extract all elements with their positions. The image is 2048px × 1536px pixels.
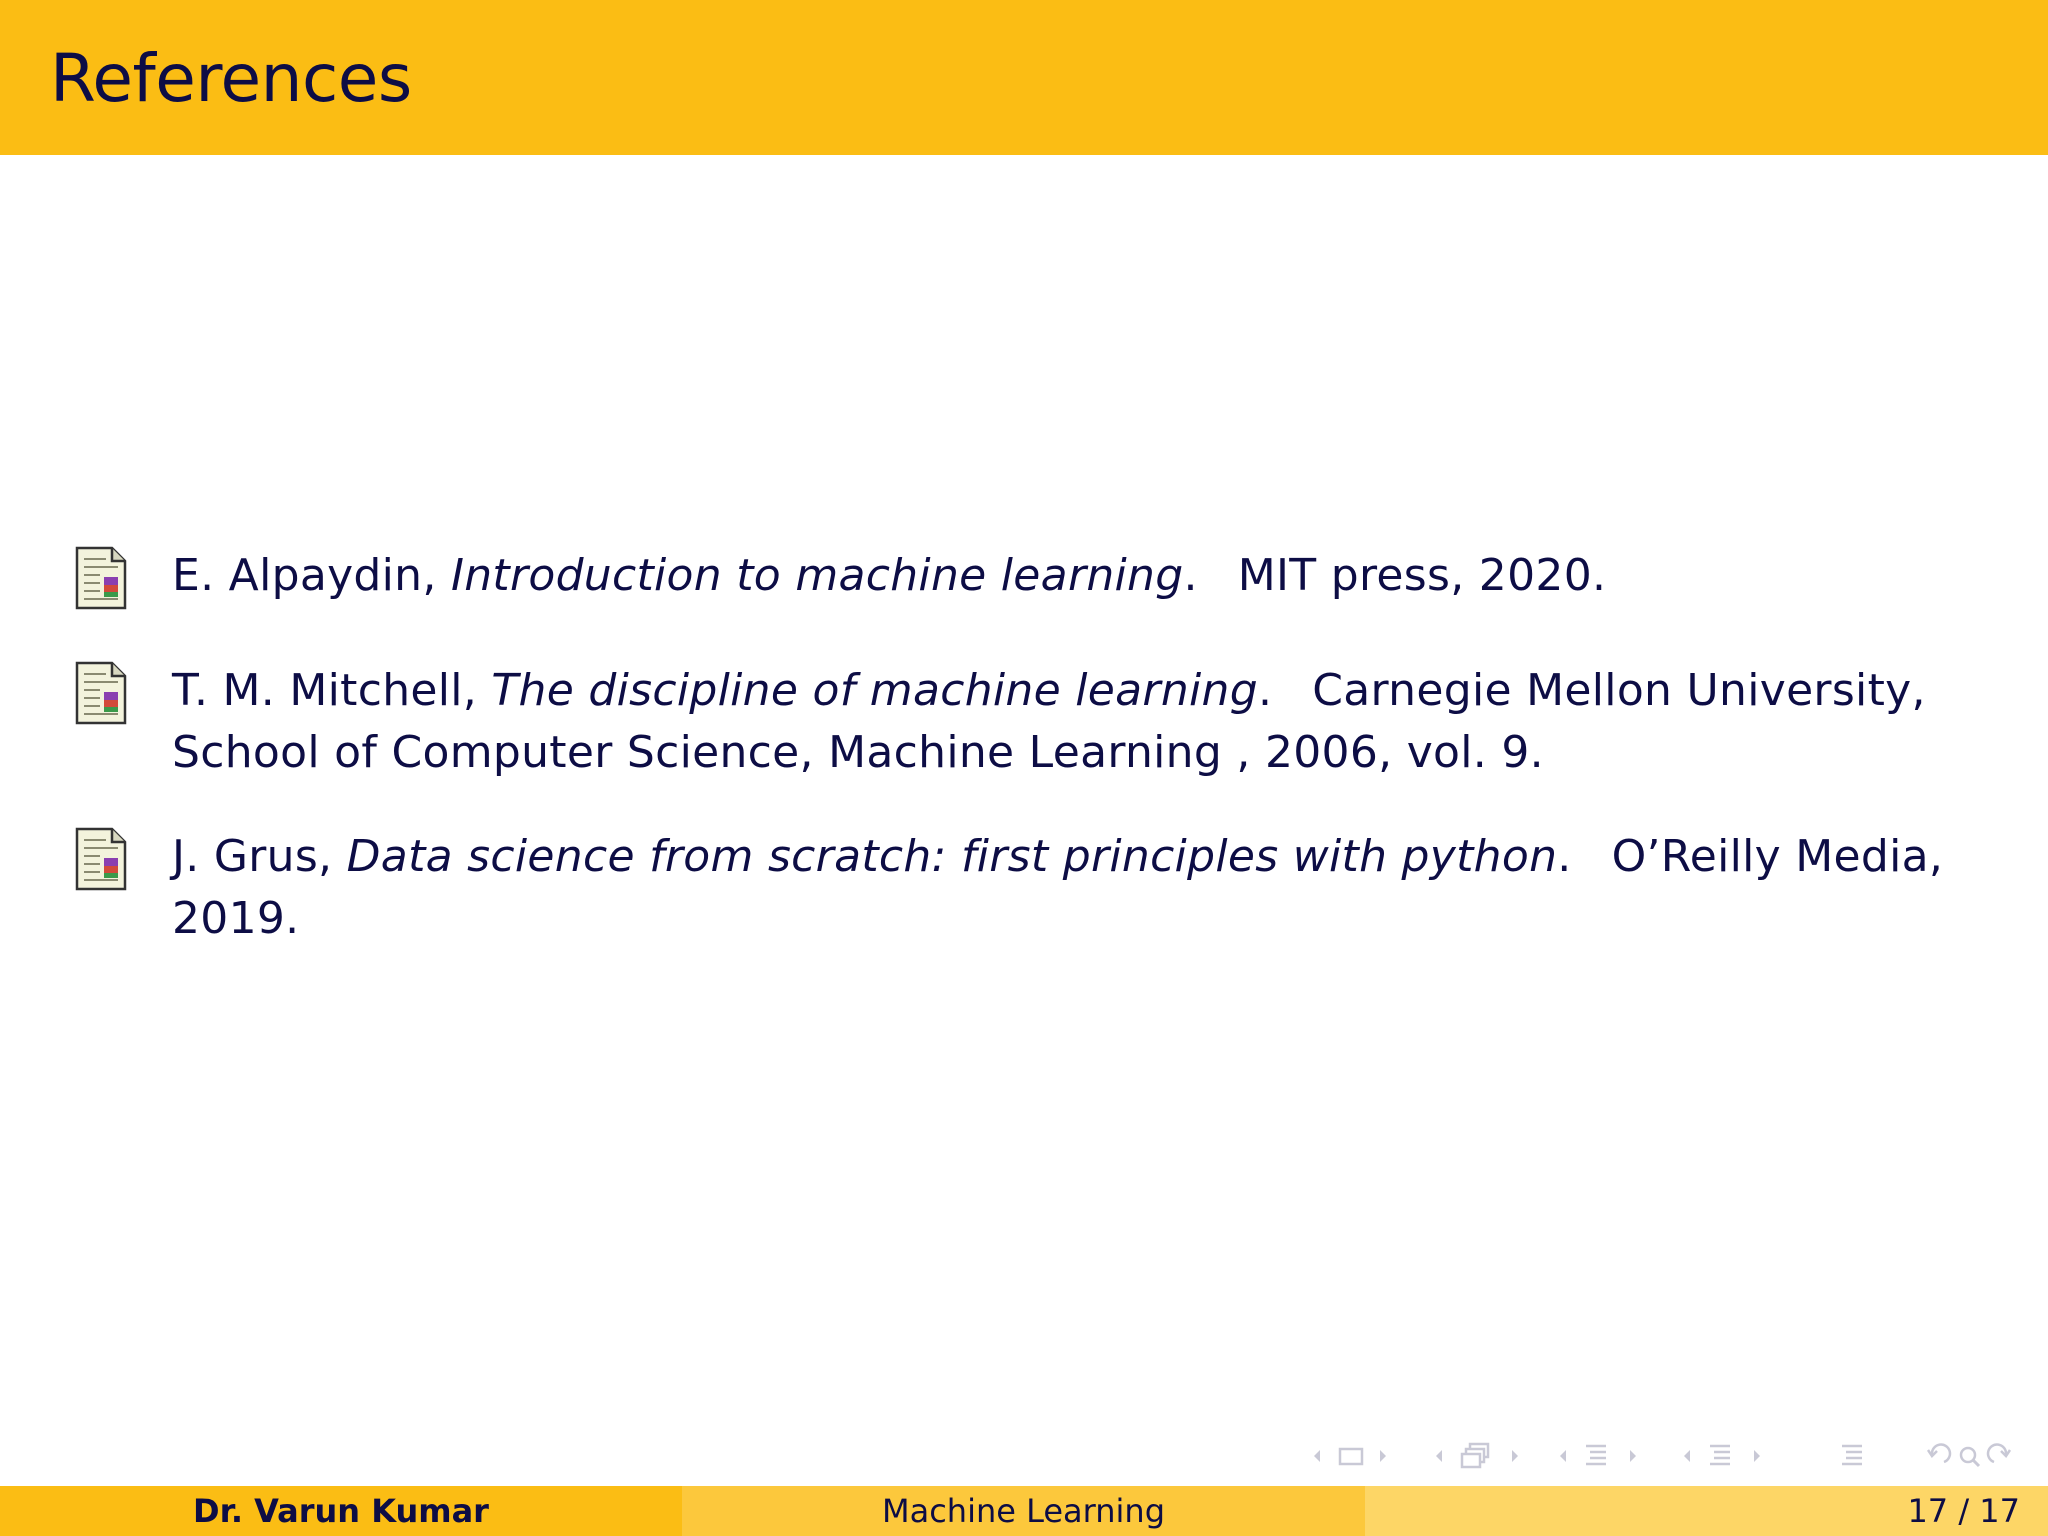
- appendix-nav-icon[interactable]: [1836, 1440, 1876, 1474]
- footer: [0, 1486, 2048, 1536]
- reference-title: Data science from scratch: first principles with python: [346, 831, 1558, 882]
- section-nav-icon[interactable]: [1556, 1440, 1656, 1474]
- subsection-nav-icon[interactable]: [1432, 1440, 1532, 1474]
- reference-title: The discipline of machine learning: [491, 665, 1258, 716]
- reference-author: T. M. Mitchell,: [172, 665, 492, 716]
- footer-author: Dr. Varun Kumar: [0, 1486, 682, 1536]
- reference-publisher: MIT press, 2020.: [1237, 550, 1607, 601]
- reference-title-punct: .: [1557, 831, 1572, 882]
- navigation-bar: [1310, 1440, 2030, 1474]
- reference-author: J. Grus,: [172, 831, 347, 882]
- search-undo-redo-icon[interactable]: [1922, 1440, 2022, 1474]
- page-title: References: [50, 40, 412, 117]
- reference-title-punct: .: [1257, 665, 1273, 716]
- reference-text: [172, 660, 1982, 784]
- reference-text: [172, 545, 1982, 607]
- reference-text: [172, 826, 1982, 950]
- title-bar: [0, 0, 2048, 155]
- reference-author: E. Alpaydin,: [172, 550, 451, 601]
- reference-publisher: Carnegie Mellon University, School of Computer Science, Machine Learning , 2006, vol. 9.: [172, 665, 1926, 778]
- reference-publisher: O’Reilly Media, 2019.: [172, 831, 1944, 944]
- frame-nav-icon[interactable]: [1310, 1440, 1400, 1474]
- footer-course: Machine Learning: [682, 1486, 1365, 1536]
- document-nav-icon[interactable]: [1680, 1440, 1780, 1474]
- reference-title-punct: .: [1183, 550, 1198, 601]
- document-icon: [74, 545, 128, 611]
- document-icon: [74, 826, 128, 892]
- footer-page-box: [1365, 1486, 2048, 1536]
- reference-title: Introduction to machine learning: [450, 550, 1184, 601]
- page-number: 17 / 17: [1907, 1492, 2020, 1530]
- document-icon: [74, 660, 128, 726]
